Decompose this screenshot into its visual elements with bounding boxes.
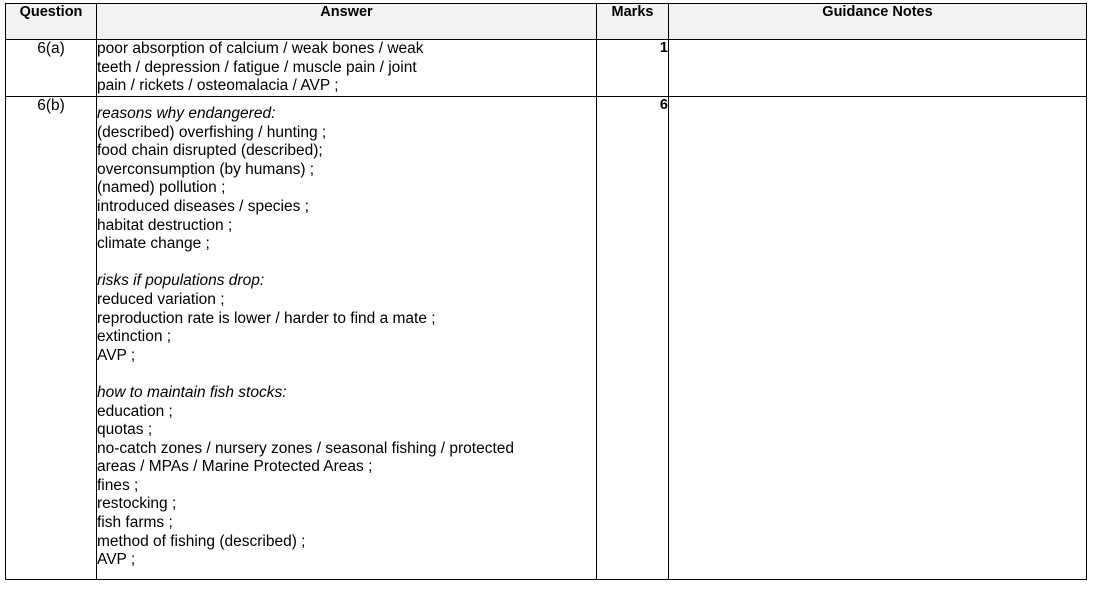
table-row [6,40,1087,97]
marks-header: Marks [597,4,669,40]
answer-line: AVP ; [97,346,136,364]
mark-scheme-table [5,3,1087,580]
answer-cell [97,40,597,97]
answer-line: overconsumption (by humans) ; [97,160,315,178]
answer-line: method of fishing (described) ; [97,532,306,550]
answer-line: introduced diseases / species ; [97,197,309,215]
answer-line: teeth / depression / fatigue / muscle pain / joint [97,58,417,76]
answer-line: fish farms ; [97,514,173,532]
guidance-cell [669,97,1087,580]
answer-line: AVP ; [97,551,136,569]
section-gap [97,365,596,384]
guidance-cell [669,40,1087,97]
answer-line: no-catch zones / nursery zones / seasonal fishing / protected [97,439,515,457]
answer-line: food chain disrupted (described); [97,142,323,160]
answer-line: extinction ; [97,328,172,346]
guidance-header: Guidance Notes [669,4,1087,40]
answer-header: Answer [97,4,597,40]
answer-line: poor absorption of calcium / weak bones / weak [97,40,424,57]
marks-value: 1 [597,40,669,97]
answer-line: quotas ; [97,421,153,439]
answer-line: (named) pollution ; [97,179,226,197]
section-heading: how to maintain fish stocks: [97,383,287,401]
answer-line: fines ; [97,476,139,494]
section-heading: reasons why endangered: [97,105,276,122]
question-number: 6(a) [6,40,97,97]
question-number: 6(b) [6,97,97,580]
header-row [6,4,1087,40]
marks-value: 6 [597,97,669,580]
answer-line: climate change ; [97,235,210,253]
answer-line: reproduction rate is lower / harder to find a mate ; [97,309,436,327]
answer-line: habitat destruction ; [97,216,233,234]
section-gap [97,254,596,273]
answer-cell [97,97,597,580]
question-header: Question [6,4,97,40]
answer-line: (described) overfishing / hunting ; [97,123,327,141]
answer-line: pain / rickets / osteomalacia / AVP ; [97,77,339,95]
answer-line: areas / MPAs / Marine Protected Areas ; [97,458,373,476]
answer-line: restocking ; [97,495,177,513]
answer-line: education ; [97,402,173,420]
section-heading: risks if populations drop: [97,272,265,290]
answer-line: reduced variation ; [97,290,225,308]
table-row [6,97,1087,580]
